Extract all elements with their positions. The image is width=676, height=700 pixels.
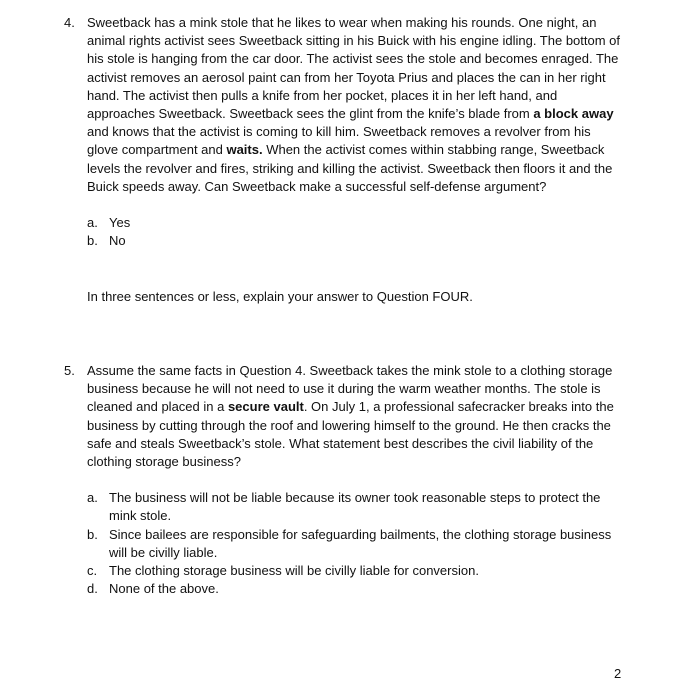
answer-option bbox=[87, 232, 624, 250]
question-text bbox=[87, 362, 624, 471]
option-letter: d. bbox=[87, 581, 98, 597]
option-text: The clothing storage business will be civilly liable for conversion. bbox=[109, 563, 479, 579]
page-number: 2 bbox=[614, 666, 622, 681]
option-text: Since bailees are responsible for safeguarding bailments, the clothing storage business will be civilly liable. bbox=[109, 526, 612, 560]
bold-phrase: a block away bbox=[533, 106, 614, 122]
explain-prompt: In three sentences or less, explain your answer to Question FOUR. bbox=[87, 289, 473, 304]
answer-option bbox=[87, 562, 624, 580]
question-5 bbox=[64, 362, 624, 598]
question-text-part: Sweetback has a mink stole that he likes to wear when making his rounds. One night, an animal rights activist sees Sweetback sitting in his Buick with his engine idling. The bottom of his stole is hanging from the car door. The activist sees the stole and becomes enraged. The activist removes an aerosol paint can from her Toyota Prius and places the can in her right hand. The activist then pulls a knife from her pocket, places it in her left hand, and approaches Sweetback. Sweetback sees the glint from the knife’s blade from bbox=[87, 15, 621, 122]
question-text bbox=[87, 14, 624, 196]
option-text: None of the above. bbox=[109, 581, 219, 597]
question-text-part: When the activist comes within stabbing range, Sweetback levels the revolver and fires, striking and killing the activist. Sweetback then floors it and the Buick speeds away. Can Sweetback make a successful self-defense argument? bbox=[87, 142, 613, 194]
answer-option bbox=[87, 526, 624, 562]
option-text: Yes bbox=[109, 215, 131, 231]
option-letter: b. bbox=[87, 233, 98, 249]
question-number: 4. bbox=[64, 15, 75, 30]
option-letter: a. bbox=[87, 215, 98, 231]
answer-option bbox=[87, 489, 624, 525]
option-letter: a. bbox=[87, 490, 98, 506]
option-text: The business will not be liable because its owner took reasonable steps to protect the mink stole. bbox=[109, 490, 601, 524]
bold-phrase: secure vault bbox=[227, 399, 304, 415]
answer-options bbox=[64, 214, 624, 250]
question-4 bbox=[64, 14, 624, 250]
answer-option bbox=[87, 580, 624, 598]
answer-options bbox=[64, 489, 624, 598]
question-text-part: . On July 1, a professional safecracker breaks into the business by cutting through the roof and lowering himself to the ground. He then cracks the safe and steals Sweetback’s stole. What statement best describes the civil liability of the clothing storage business? bbox=[87, 399, 614, 470]
option-letter: c. bbox=[87, 563, 98, 579]
option-letter: b. bbox=[87, 526, 98, 542]
question-text-part: Assume the same facts in Question 4. Sweetback takes the mink stole to a clothing storage business because he will not need to use it during the warm weather months. The stole is cleaned and placed in a bbox=[87, 363, 613, 415]
question-text-part: and knows that the activist is coming to kill him. Sweetback removes a revolver from his glove compartment and bbox=[87, 124, 591, 158]
option-text: No bbox=[109, 233, 126, 249]
bold-phrase: waits. bbox=[226, 142, 263, 158]
question-number: 5. bbox=[64, 363, 75, 378]
answer-option bbox=[87, 214, 624, 232]
